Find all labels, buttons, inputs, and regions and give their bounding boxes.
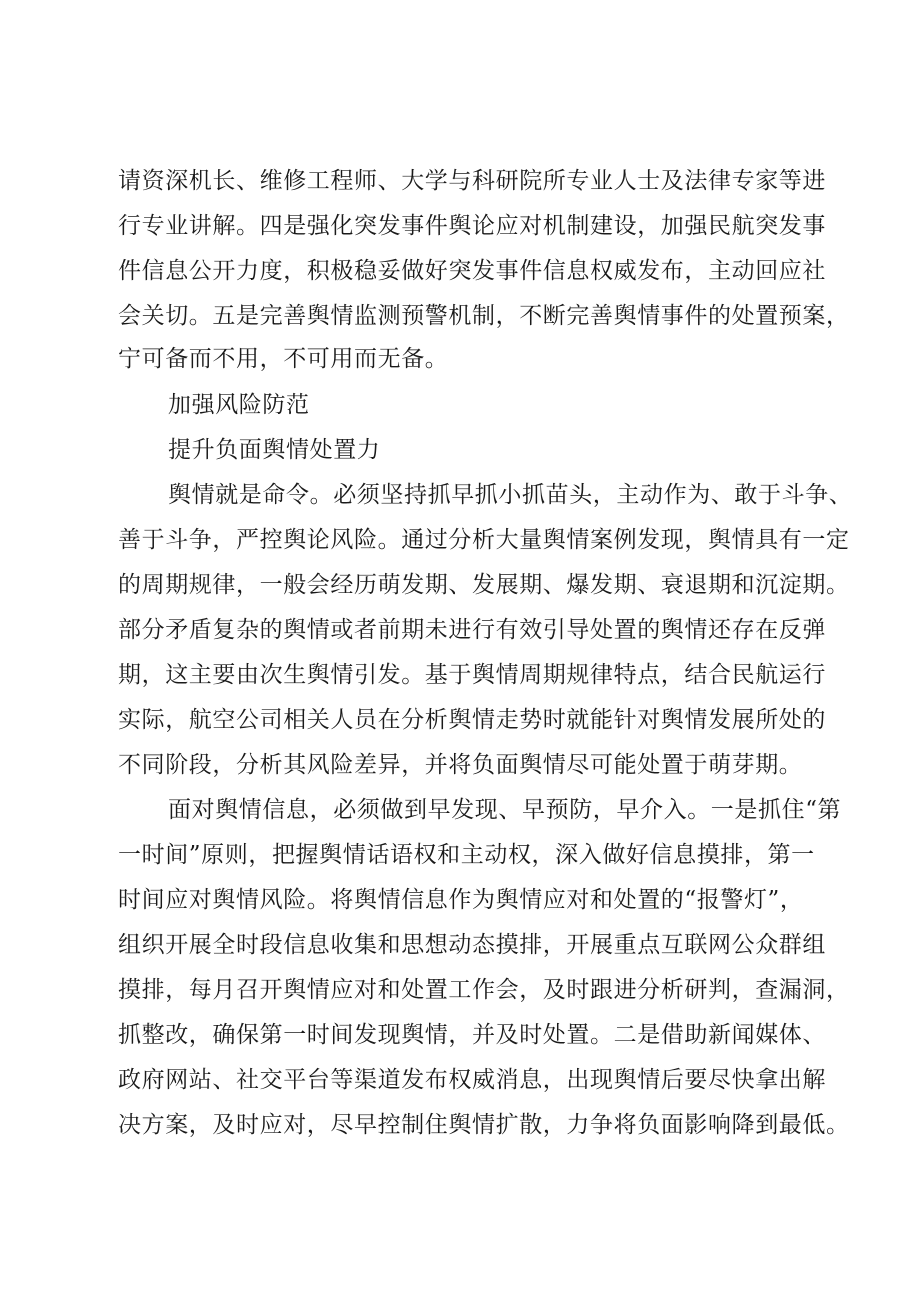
paragraph-2-line-7: 不同阶段，分析其风险差异，并将负面舆情尽可能处置于萌芽期。 — [118, 752, 803, 778]
paragraph-1-line-2: 行专业讲解。四是强化突发事件舆论应对机制建设，加强民航突发事 — [118, 213, 826, 239]
paragraph-3-line-6: 抓整改，确保第一时间发现舆情，并及时处置。二是借助新闻媒体、 — [118, 1022, 826, 1048]
paragraph-3-line-3: 时间应对舆情风险。将舆情信息作为舆情应对和处置的“报警灯”， — [118, 887, 804, 913]
paragraph-2-line-5: 期，这主要由次生舆情引发。基于舆情周期规律特点，结合民航运行 — [118, 662, 826, 688]
paragraph-2-line-1: 舆情就是命令。必须坚持抓早抓小抓苗头，主动作为、敢于斗争、 — [168, 482, 853, 508]
paragraph-2-line-2: 善于斗争，严控舆论风险。通过分析大量舆情案例发现，舆情具有一定 — [118, 527, 850, 553]
paragraph-1-line-1: 请资深机长、维修工程师、大学与科研院所专业人士及法律专家等进 — [118, 168, 826, 194]
paragraph-2-line-3: 的周期规律，一般会经历萌发期、发展期、爆发期、衰退期和沉淀期。 — [118, 572, 850, 598]
paragraph-2-line-6: 实际，航空公司相关人员在分析舆情走势时就能针对舆情发展所处的 — [118, 707, 826, 733]
paragraph-3-line-8: 决方案，及时应对，尽早控制住舆情扩散，力争将负面影响降到最低。 — [118, 1112, 850, 1138]
section-heading-1: 加强风险防范 — [168, 392, 310, 418]
paragraph-3-line-7: 政府网站、社交平台等渠道发布权威消息，出现舆情后要尽快拿出解 — [118, 1067, 826, 1093]
paragraph-3-line-4: 组织开展全时段信息收集和思想动态摸排，开展重点互联网公众群组 — [118, 932, 826, 958]
paragraph-3-line-2: 一时间”原则，把握舆情话语权和主动权，深入做好信息摸排，第一 — [118, 842, 815, 868]
section-heading-2: 提升负面舆情处置力 — [168, 437, 381, 463]
paragraph-1-line-5: 宁可备而不用，不可用而无备。 — [118, 346, 449, 372]
paragraph-2-line-4: 部分矛盾复杂的舆情或者前期未进行有效引导处置的舆情还存在反弹 — [118, 617, 826, 643]
paragraph-1-line-3: 件信息公开力度，积极稳妥做好突发事件信息权威发布，主动回应社 — [118, 258, 826, 284]
paragraph-3-line-1: 面对舆情信息，必须做到早发现、早预防，早介入。一是抓住“第 — [168, 797, 842, 823]
paragraph-3-line-5: 摸排，每月召开舆情应对和处置工作会，及时跟进分析研判，查漏洞， — [118, 977, 850, 1003]
paragraph-1-line-4: 会关切。五是完善舆情监测预警机制，不断完善舆情事件的处置预案， — [118, 303, 850, 329]
